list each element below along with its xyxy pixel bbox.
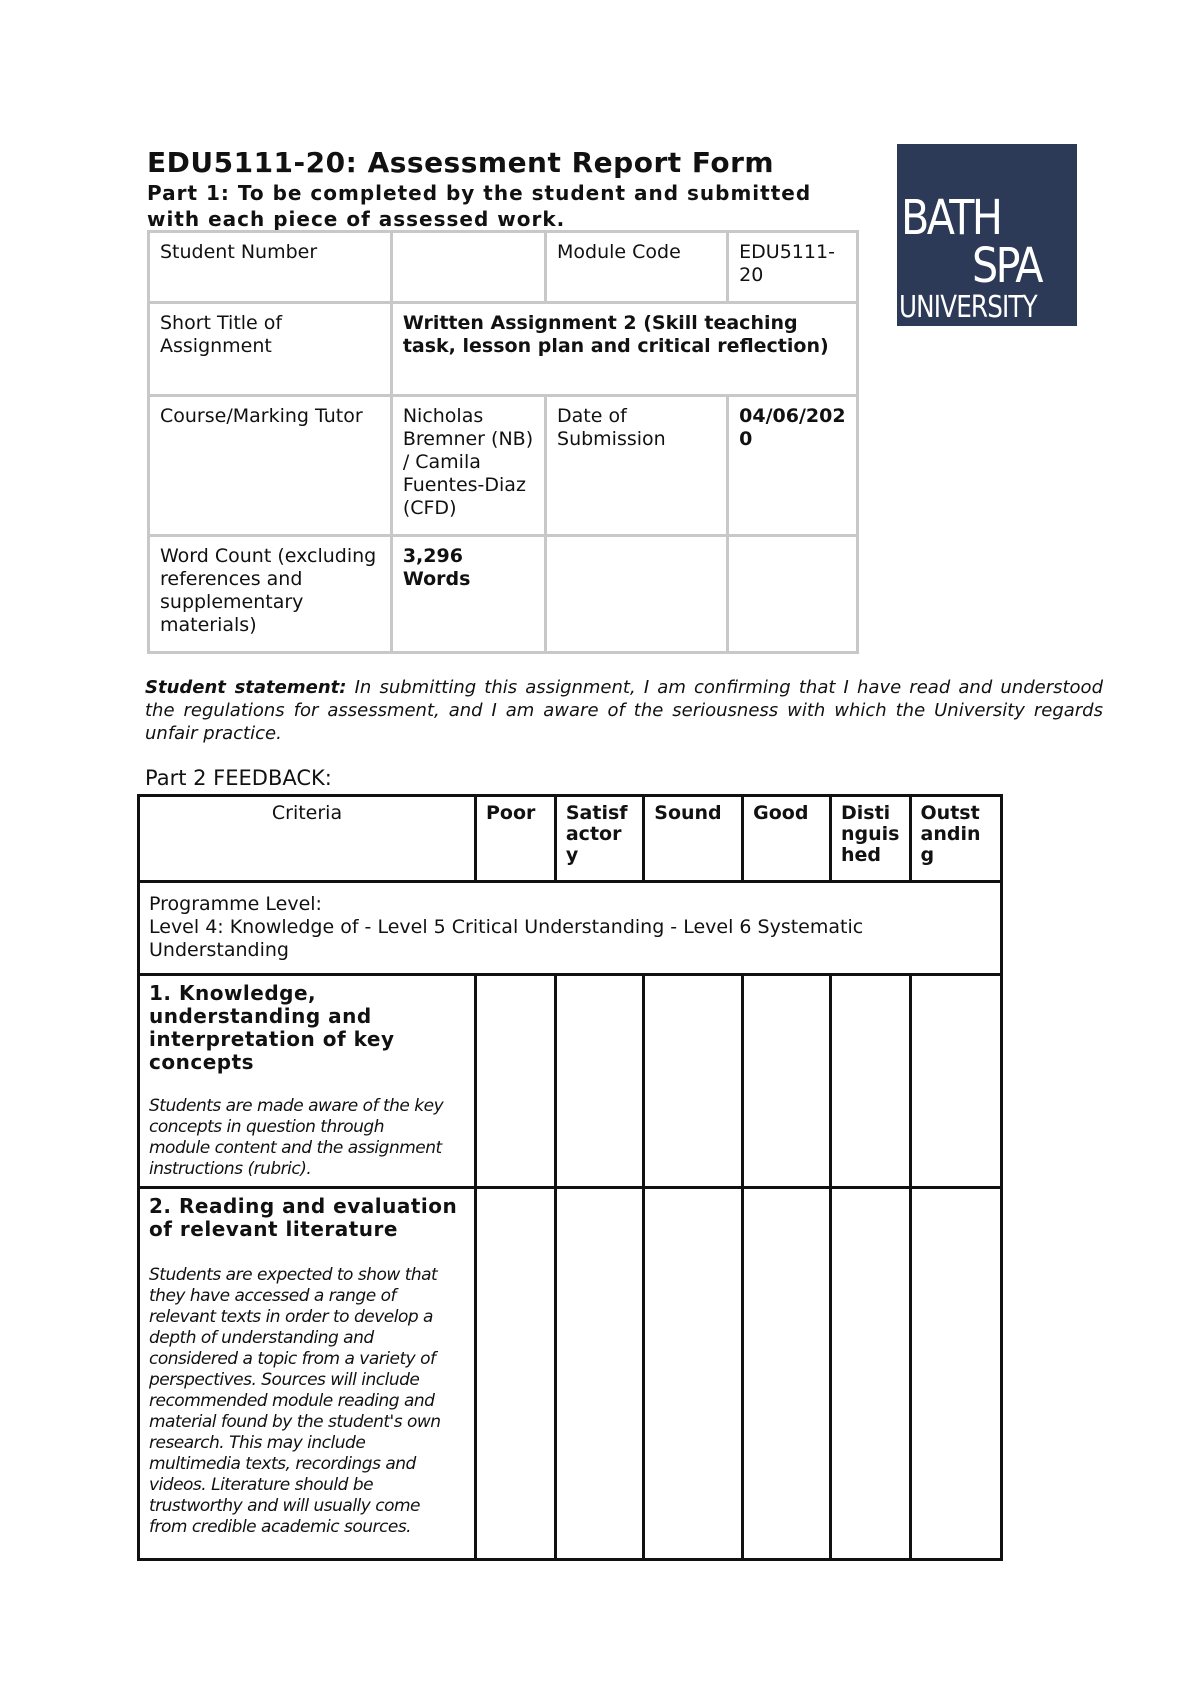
rating-cell-satisfactory[interactable]: [555, 975, 643, 1188]
rating-cell-outstanding[interactable]: [910, 975, 1001, 1188]
student-statement: [145, 676, 1103, 745]
empty-cell: [546, 536, 728, 653]
programme-level-cell: [139, 882, 1002, 975]
date-label: Date of Submission: [546, 396, 728, 536]
column-header-criteria: Criteria: [139, 796, 476, 882]
student-number-label: Student Number: [149, 232, 392, 303]
page-subtitle: Part 1: To be completed by the student and submitted with each piece of assessed work.: [147, 181, 812, 231]
rating-cell-good[interactable]: [743, 1188, 831, 1560]
date-value: 04/06/2020: [728, 396, 858, 536]
tutor-value: Nicholas Bremner (NB) / Camila Fuentes-Diaz (CFD): [391, 396, 545, 536]
table-row: [149, 303, 858, 396]
student-number-value[interactable]: [391, 232, 545, 303]
programme-level-row: [139, 882, 1002, 975]
word-count-label: Word Count (excluding references and supplementary materials): [149, 536, 392, 653]
rating-cell-poor[interactable]: [475, 1188, 555, 1560]
column-header-sound: Sound: [644, 796, 743, 882]
column-header-poor: Poor: [475, 796, 555, 882]
module-code-label: Module Code: [546, 232, 728, 303]
criterion-title: 2. Reading and evaluation of relevant literature: [149, 1194, 458, 1241]
empty-cell: [728, 536, 858, 653]
rating-cell-distinguished[interactable]: [831, 1188, 911, 1560]
programme-level-label: Programme Level:: [149, 893, 322, 915]
logo-line-bath: BATH: [901, 190, 1001, 246]
short-title-label: Short Title of Assignment: [149, 303, 392, 396]
rating-cell-distinguished[interactable]: [831, 975, 911, 1188]
criterion-cell: [139, 1188, 476, 1560]
feedback-heading: Part 2 FEEDBACK:: [145, 766, 332, 790]
criterion-description: Students are expected to show that they have accessed a range of relevant texts in order to develop a depth of understanding and considered a topic from a variety of perspectives. Sources will include recommended module reading and material found by the student's own research. This may include multimedia texts, recordings and videos. Literature should be trustworthy and will usually come from credible academic sources.: [149, 1265, 441, 1537]
submission-details-table: [147, 230, 859, 654]
table-row: [149, 396, 858, 536]
word-count-value: 3,296 Words: [391, 536, 545, 653]
student-statement-lead: Student statement:: [145, 677, 347, 698]
logo-line-spa: SPA: [972, 238, 1041, 294]
column-header-good: Good: [743, 796, 831, 882]
feedback-table: [137, 794, 1003, 1561]
student-statement-text: In submitting this assignment, I am confirming that I have read and understood the regulations for assessment, and I am aware of the seriousness with which the University regards unfair practice.: [145, 677, 1103, 744]
table-row: [139, 975, 1002, 1188]
rating-cell-poor[interactable]: [475, 975, 555, 1188]
rating-cell-sound[interactable]: [644, 975, 743, 1188]
column-header-satisfactory: Satisfactory: [555, 796, 643, 882]
module-code-value: EDU5111-20: [728, 232, 858, 303]
short-title-value: Written Assignment 2 (Skill teaching task, lesson plan and critical reflection): [391, 303, 857, 396]
page-title: EDU5111-20: Assessment Report Form: [147, 146, 775, 179]
table-header-row: [139, 796, 1002, 882]
table-row: [149, 232, 858, 303]
criterion-description: Students are made aware of the key concepts in question through module content and the assignment instructions (rubric).: [149, 1096, 444, 1179]
rating-cell-outstanding[interactable]: [910, 1188, 1001, 1560]
table-row: [139, 1188, 1002, 1560]
table-row: [149, 536, 858, 653]
rating-cell-good[interactable]: [743, 975, 831, 1188]
rating-cell-satisfactory[interactable]: [555, 1188, 643, 1560]
column-header-outstanding: Outstanding: [910, 796, 1001, 882]
column-header-distinguished: Distinguished: [831, 796, 911, 882]
tutor-label: Course/Marking Tutor: [149, 396, 392, 536]
rating-cell-sound[interactable]: [644, 1188, 743, 1560]
logo-line-university: UNIVERSITY: [899, 290, 1037, 325]
criterion-title: 1. Knowledge, understanding and interpretation of key concepts: [149, 981, 395, 1074]
programme-level-text: Level 4: Knowledge of - Level 5 Critical Understanding - Level 6 Systematic Understanding: [149, 916, 864, 961]
criterion-cell: [139, 975, 476, 1188]
bath-spa-university-logo: [897, 144, 1077, 326]
